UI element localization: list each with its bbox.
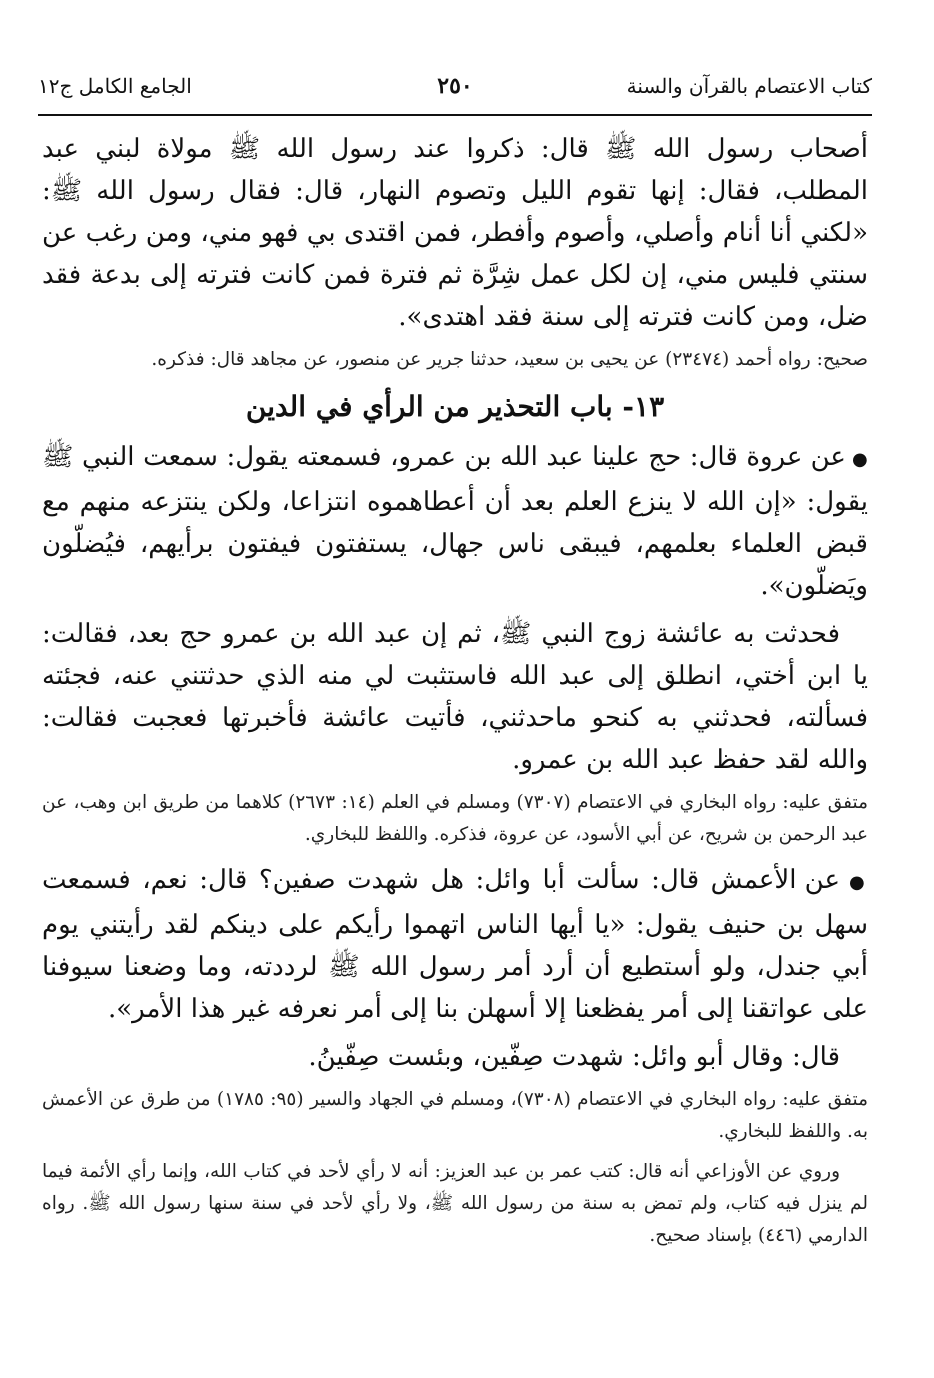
hadith-continuation: أصحاب رسول الله ﷺ قال: ذكروا عند رسول الله ﷺ مولاة لبني عبد المطلب، فقال: إنها تقوم الليل وتصوم النهار، قال: فقال رسول الله ﷺ: «لكني أنا أنام وأصلي، وأصوم وأفطر، فمن اقتدى بي فهو مني، ومن رغب عن سنتي فليس مني، إن لكل عمل شِرَّة ثم فترة فمن كانت فترته إلى بدعة فقد ضل، ومن كانت فترته إلى سنة فقد اهتدى». bbox=[42, 134, 868, 332]
awzai-report: وروي عن الأوزاعي أنه قال: كتب عمر بن عبد العزيز: أنه لا رأي لأحد في كتاب الله، وإنما رأي الأئمة فيما لم ينزل فيه كتاب، ولم تمض به سنة من رسول الله ﷺ، ولا رأي لأحد في سنة سنها رسول الله ﷺ. رواه الدارمي (٤٤٦) بإسناد صحيح. bbox=[42, 1161, 868, 1246]
hadith-amash: ● عن الأعمش قال: سألت أبا وائل: هل شهدت صفين؟ قال: نعم، فسمعت سهل بن حنيف يقول: «يا أيها الناس اتهموا رأيكم على دينكم لقد رأيتني يوم أبي جندل، ولو أستطيع أن أرد أمر رسول الله ﷺ لرددته، وما وضعنا سيوفنا على عواتقنا إلى أمر يفظعنا إلا أسهلن بنا إلى أمر نعرفه غير هذا الأمر». bbox=[42, 859, 868, 1030]
takhrij-note: متفق عليه: رواه البخاري في الاعتصام (٧٣٠٧) ومسلم في العلم (١٤: ٢٦٧٣) كلاهما من طريق ابن وهب، عن عبد الرحمن بن شريح، عن أبي الأسود، عن عروة، فذكره. واللفظ للبخاري. bbox=[42, 792, 868, 845]
header-divider bbox=[38, 114, 872, 116]
hadith-aisha-continuation: فحدثت به عائشة زوج النبي ﷺ، ثم إن عبد الله بن عمرو حج بعد، فقالت: يا ابن أختي، انطلق إلى عبد الله فاستثبت لي منه الذي حدثتني عنه، فجئته فسألته، فحدثني به كنحو ماحدثني، فأتيت عائشة فأخبرتها فعجبت فقالت: والله لقد حفظ عبد الله بن عمرو. bbox=[42, 619, 868, 775]
takhrij-note: صحيح: رواه أحمد (٢٣٤٧٤) عن يحيى بن سعيد، حدثنا جرير عن منصور، عن مجاهد قال: فذكره. bbox=[151, 349, 868, 370]
hadith-urwa: ● عن عروة قال: حج علينا عبد الله بن عمرو، فسمعته يقول: سمعت النبي ﷺ يقول: «إن الله لا ينزع العلم بعد أن أعطاهموه انتزاعا، ولكن ينتزعه منهم مع قبض العلماء بعلمهم، فيبقى ناس جهال، يستفتون فيفتون برأيهم، فيُضلّون ويَضلّون». bbox=[42, 436, 868, 607]
page-number: ٢٥٠ bbox=[437, 73, 473, 99]
book-title: كتاب الاعتصام بالقرآن والسنة bbox=[626, 74, 872, 98]
running-header bbox=[38, 66, 872, 106]
series-title: الجامع الكامل ج١٢ bbox=[38, 74, 192, 98]
chapter-heading: ١٣- باب التحذير من الرأي في الدين bbox=[245, 390, 665, 423]
abu-wail-saying: قال: وقال أبو وائل: شهدت صِفّين، وبئست صِفّينُ. bbox=[308, 1042, 840, 1072]
takhrij-note: متفق عليه: رواه البخاري في الاعتصام (٧٣٠٨)، ومسلم في الجهاد والسير (٩٥: ١٧٨٥) من طرق عن الأعمش به. واللفظ للبخاري. bbox=[42, 1089, 868, 1142]
page-body bbox=[42, 128, 868, 1260]
